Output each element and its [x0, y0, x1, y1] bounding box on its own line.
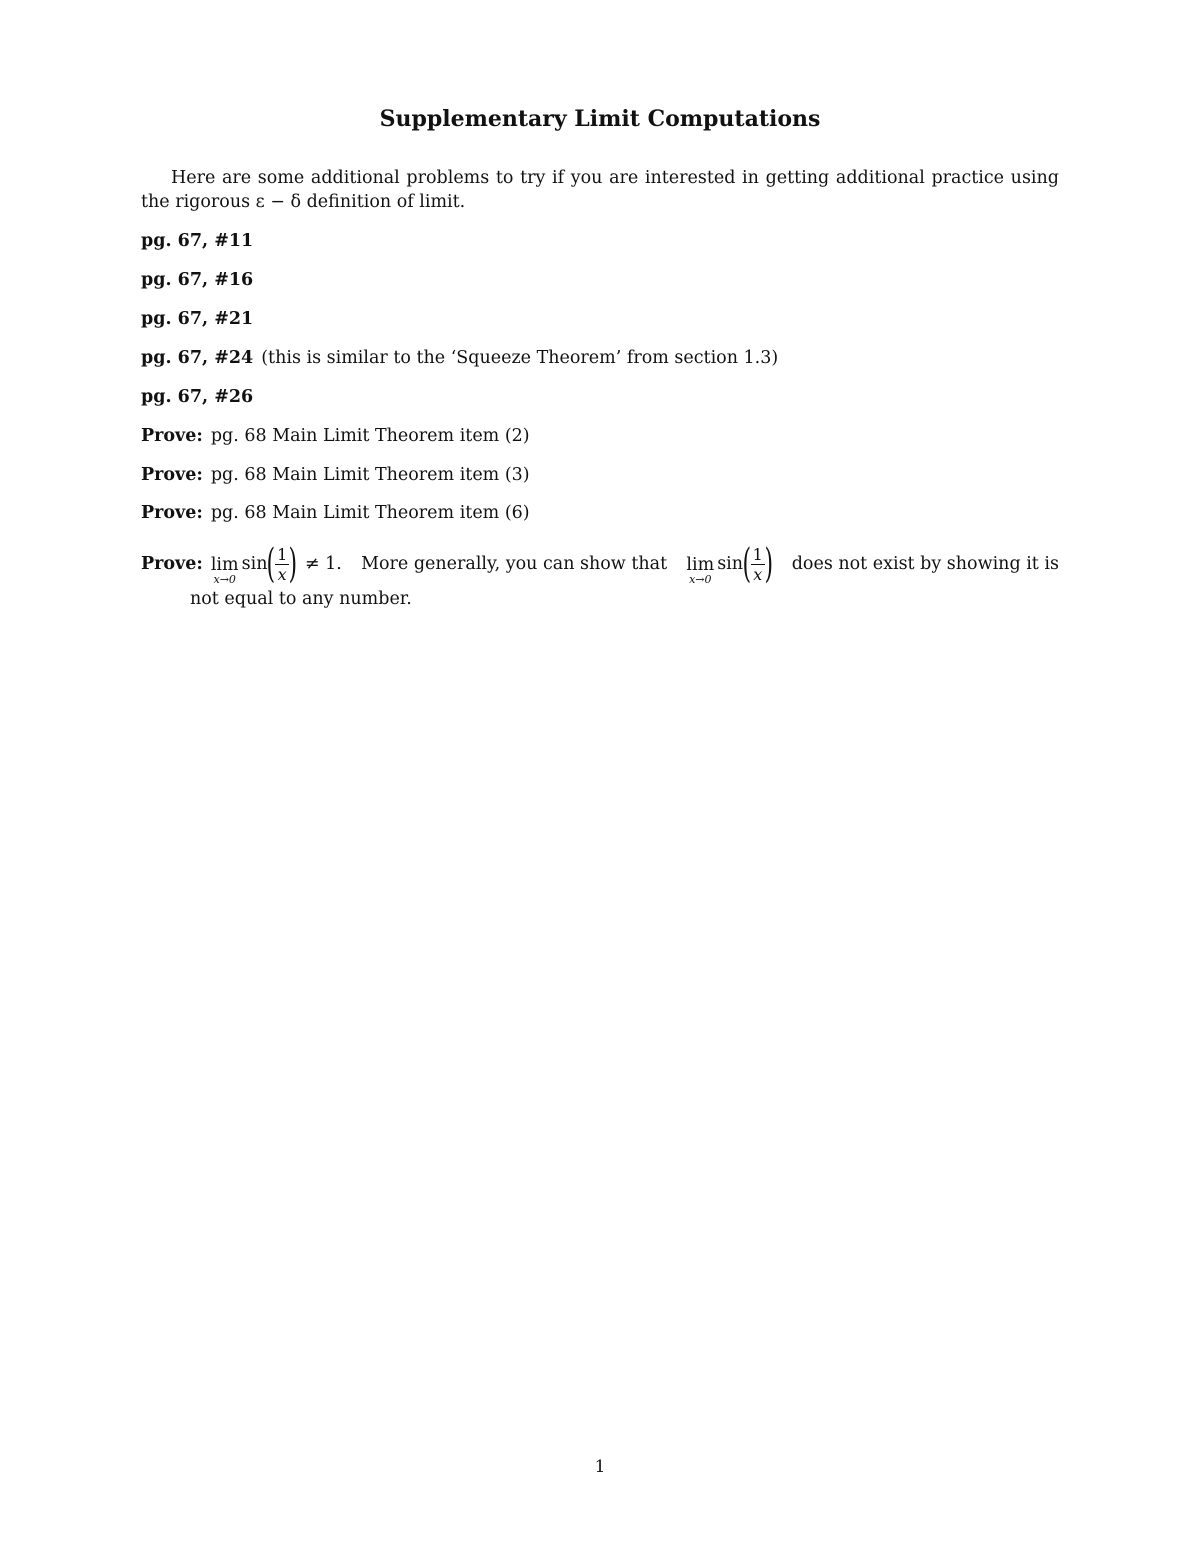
- proof-label: Prove:: [141, 426, 203, 446]
- page-title: Supplementary Limit Computations: [379, 106, 821, 132]
- final-proof-item: Prove: lim x→0 sin ( $\frac{1}{x}$ ) ≠ 1. More generally, you can show that lim x→0 sin ( $\frac{1}{x}$ ) does not exist by showing it is not equal to any number.: [141, 541, 1059, 609]
- limit-expression: lim x→0: [210, 554, 239, 586]
- problem-note: (this is similar to the ‘Squeeze Theorem’ from section 1.3): [261, 348, 779, 368]
- fraction: $\frac{1}{x}$: [752, 544, 763, 584]
- final-proof-continuation: not equal to any number.: [190, 589, 412, 609]
- proof-label: Prove:: [141, 465, 203, 485]
- proof-label: Prove:: [141, 503, 203, 523]
- proof-text: pg. 68 Main Limit Theorem item (3): [210, 465, 530, 485]
- problem-item: [141, 308, 253, 330]
- proof-item: [141, 464, 530, 486]
- problem-ref: pg. 67, #11: [141, 231, 254, 251]
- proof-text: pg. 68 Main Limit Theorem item (2): [210, 426, 530, 446]
- final-proof-tail: does not exist by showing it is: [791, 554, 1059, 574]
- page-number: 1: [594, 1457, 606, 1477]
- proof-item: [141, 425, 530, 447]
- proof-item: [141, 502, 530, 524]
- problem-item: [141, 386, 253, 408]
- problem-ref: pg. 67, #26: [141, 387, 254, 407]
- proof-text: pg. 68 Main Limit Theorem item (6): [210, 503, 530, 523]
- proof-label: Prove:: [141, 554, 203, 574]
- problem-ref: pg. 67, #24: [141, 348, 254, 368]
- problem-ref: pg. 67, #21: [141, 309, 254, 329]
- fraction: $\frac{1}{x}$: [277, 544, 288, 584]
- intro-paragraph: Here are some additional problems to try if you are interested in getting additional practice using the rigorous ε − δ definition of limit.: [141, 168, 1059, 212]
- final-proof-middle: More generally, you can show that: [361, 554, 668, 574]
- problem-item: [141, 269, 253, 291]
- problem-item: [141, 347, 778, 369]
- problem-ref: pg. 67, #16: [141, 270, 254, 290]
- problem-item: [141, 230, 253, 252]
- limit-expression: lim x→0: [686, 554, 715, 586]
